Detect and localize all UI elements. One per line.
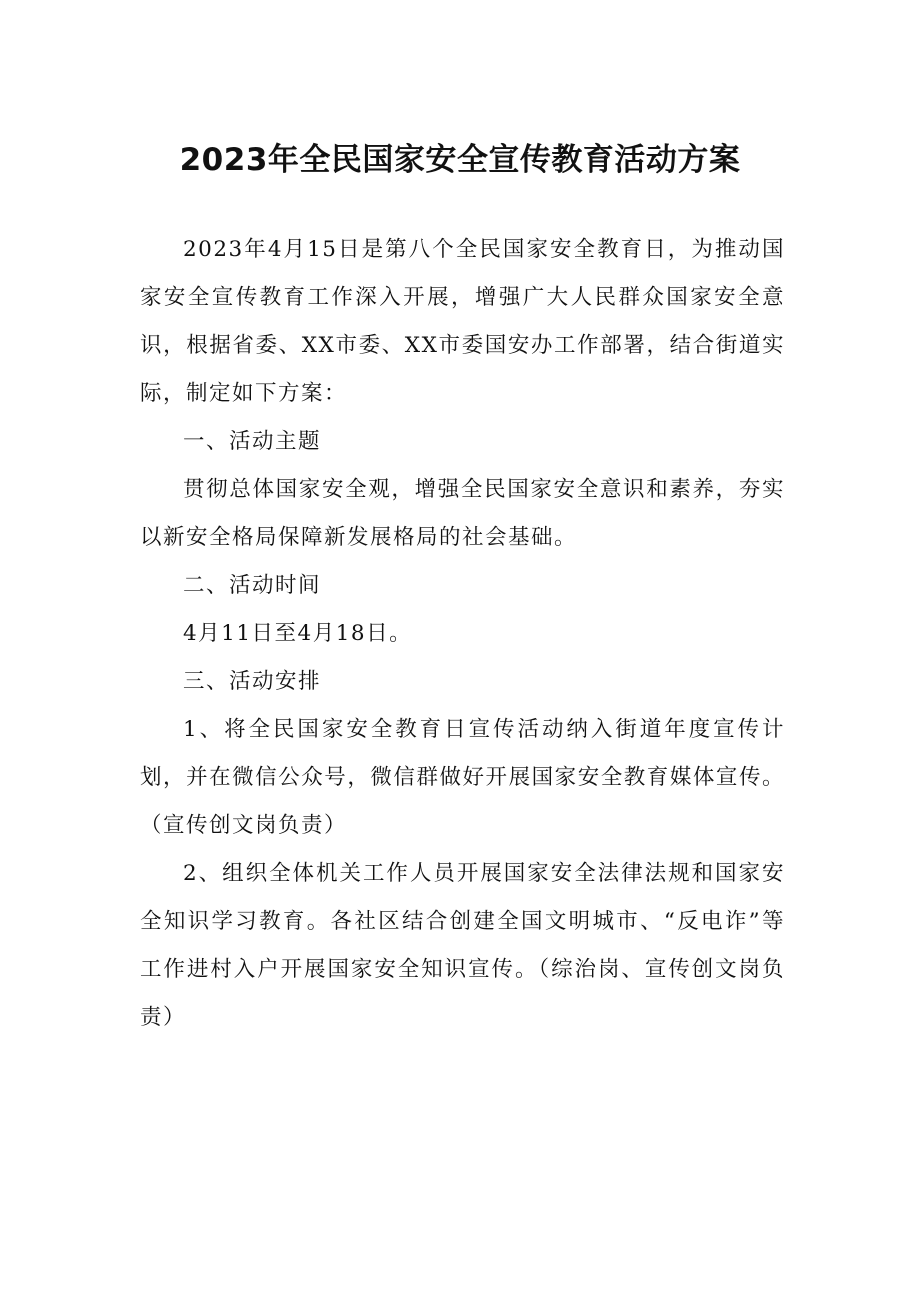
heading-activity-theme: 一、活动主题	[183, 429, 322, 454]
paragraph-activity-theme: 贯彻总体国家安全观，增强全民国家安全意识和素养，夯实以新安全格局保障新发展格局的社会基础。	[140, 477, 785, 550]
document-title: 2023年全民国家安全宣传教育活动方案	[179, 142, 741, 178]
paragraph-arrangement-1: 1、将全民国家安全教育日宣传活动纳入街道年度宣传计划，并在微信公众号，微信群做好开展国家安全教育媒体宣传。（宣传创文岗负责）	[140, 717, 785, 838]
heading-activity-arrangement: 三、活动安排	[183, 669, 322, 694]
paragraph-arrangement-2: 2、组织全体机关工作人员开展国家安全法律法规和国家安全知识学习教育。各社区结合创建全国文明城市、“反电诈”等工作进村入户开展国家安全知识宣传。（综治岗、宣传创文岗负责）	[140, 861, 785, 1030]
paragraph-activity-time: 4月11日至4月18日。	[183, 621, 413, 646]
heading-activity-time: 二、活动时间	[183, 573, 322, 598]
document-body	[140, 226, 785, 1042]
paragraph-intro: 2023年4月15日是第八个全民国家安全教育日，为推动国家安全宣传教育工作深入开展，增强广大人民群众国家安全意识，根据省委、XX市委、XX市委国安办工作部署，结合街道实际，制定如下方案：	[140, 237, 785, 406]
